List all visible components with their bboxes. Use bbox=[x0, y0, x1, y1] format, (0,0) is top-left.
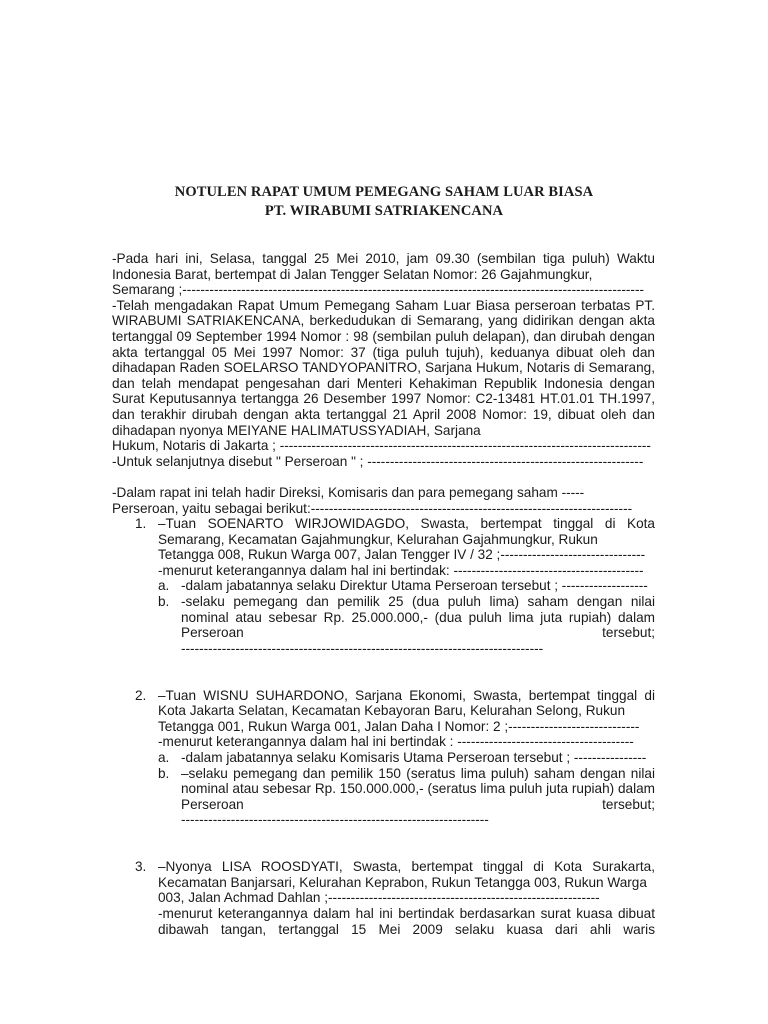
sub-item-text-end: -------------------------------------------------------------------------------- bbox=[181, 640, 544, 656]
sub-item-letter: b. bbox=[158, 765, 170, 781]
list-item-text: –Tuan SOENARTO WIRJOWIDAGDO, Swasta, bertempat tinggal di Kota Semarang, Kecamatan Gajahmungkur, Kelurahan Gajahmungkur, Rukun bbox=[158, 516, 655, 547]
list-item-text: –Nyonya LISA ROOSDYATI, Swasta, bertempat tinggal di Kota Surakarta, Kecamatan Banjarsari, Kelurahan Keprabon, Rukun Tetangga 003, Rukun Warga bbox=[158, 859, 655, 890]
list-item-text: –Tuan WISNU SUHARDONO, Sarjana Ekonomi, Swasta, bertempat tinggal di Kota Jakarta Selatan, Kecamatan Kebayoran Baru, Kelurahan Selong, Rukun bbox=[158, 687, 655, 719]
paragraph-gap bbox=[112, 469, 655, 485]
paragraph-gap bbox=[112, 844, 655, 860]
intro-paragraph-company-end: Hukum, Notaris di Jakarta ; ---------------------------------------------------------------------------------- bbox=[112, 438, 651, 454]
sub-item-letter: b. bbox=[158, 594, 170, 610]
list-item-text-end: Tetangga 001, Rukun Warga 001, Jalan Daha I Nomor: 2 ;----------------------------- bbox=[158, 718, 640, 734]
list-item-text-end: 003, Jalan Achmad Dahlan ;------------------------------------------------------------ bbox=[158, 890, 600, 906]
paragraph-gap bbox=[112, 656, 655, 672]
paragraph-gap bbox=[112, 828, 655, 844]
sub-item-text: -dalam jabatannya selaku Komisaris Utama Perseroan tersebut ; ---------------- bbox=[181, 750, 647, 765]
list-item-number: 3. bbox=[135, 859, 147, 875]
list-item bbox=[112, 859, 655, 937]
intro-paragraph-alias: -Untuk selanjutnya disebut " Perseroan " ; ------------------------------------------------------------- bbox=[112, 453, 644, 469]
intro-paragraph-date: -Pada hari ini, Selasa, tanggal 25 Mei 2010, jam 09.30 (sembilan tiga puluh) Waktu Indonesia Barat, bertempat di Jalan Tengger Selatan Nomor: 26 Gajahmungkur, bbox=[112, 251, 655, 282]
paragraph-gap bbox=[112, 672, 655, 688]
list-item-number: 2. bbox=[135, 687, 147, 703]
sub-item-text-end: -------------------------------------------------------------------- bbox=[181, 812, 489, 828]
list-item-capacity: -menurut keterangannya dalam hal ini bertindak berdasarkan surat kuasa dibuat dibawah tangan, tertanggal 15 Mei 2009 selaku kuasa dari ahli waris bbox=[158, 905, 655, 937]
list-item-capacity: -menurut keterangannya dalam hal ini bertindak: ------------------------------------------ bbox=[158, 562, 644, 578]
attendance-paragraph-end: Perseroan, yaitu sebagai berikut:----------------------------------------------------------------------- bbox=[112, 500, 633, 516]
list-item-capacity: -menurut keterangannya dalam hal ini bertindak : --------------------------------------- bbox=[158, 734, 634, 750]
sub-item bbox=[112, 594, 655, 656]
intro-paragraph-date-end: Semarang ;------------------------------------------------------------------------------------------------------ bbox=[112, 282, 645, 298]
sub-item-letter: a. bbox=[158, 750, 170, 765]
company-title: PT. WIRABUMI SATRIAKENCANA bbox=[264, 203, 504, 219]
attendance-paragraph: -Dalam rapat ini telah hadir Direksi, Komisaris dan para pemegang saham ----- bbox=[112, 484, 585, 500]
sub-item-text: –selaku pemegang dan pemilik 150 (seratus lima puluh) saham dengan nilai nominal atau sebesar Rp. 150.000.000,- (seratus lima puluh juta rupiah) dalam Perseroan tersebut; bbox=[181, 765, 655, 812]
sub-item bbox=[112, 766, 655, 828]
list-item bbox=[112, 688, 655, 750]
sub-item-text: -selaku pemegang dan pemilik 25 (dua puluh lima) saham dengan nilai nominal atau sebesar Rp. 25.000.000,- (dua puluh lima juta rupiah) dalam Perseroan tersebut; bbox=[181, 594, 655, 641]
document-title: NOTULEN RAPAT UMUM PEMEGANG SAHAM LUAR BIASA bbox=[174, 184, 594, 200]
sub-item bbox=[112, 578, 655, 594]
list-item-number: 1. bbox=[135, 516, 147, 532]
document-body bbox=[112, 251, 655, 937]
sub-item-letter: a. bbox=[158, 578, 170, 594]
sub-item-text: -dalam jabatannya selaku Direktur Utama Perseroan tersebut ; ------------------- bbox=[181, 578, 648, 594]
intro-paragraph-company: -Telah mengadakan Rapat Umum Pemegang Saham Luar Biasa perseroan terbatas PT. WIRABUMI SATRIAKENCANA, berkedudukan di Semarang, yang didirikan dengan akta tertanggal 09 September 1994 Nomor : 98 (sembilan puluh delapan), dan dirubah dengan akta tertanggal 05 Mei 1997 Nomor: 37 (tiga puluh tujuh), keduanya dibuat oleh dan dihadapan Raden SOELARSO TANDYOPANITRO, Sarjana Hukum, Notaris di Semarang, dan telah mendapat pengesahan dari Menteri Kehakiman Republik Indonesia dengan Surat Keputusannya tertangga 26 Desember 1997 Nomor: C2-13481 HT.01.01 TH.1997, dan terakhir dirubah dengan akta tertanggal 21 April 2008 Nomor: 19, dibuat oleh dan dihadapan nyonya MEIYANE HALIMATUSSYADIAH, Sarjana bbox=[112, 297, 655, 438]
list-item bbox=[112, 516, 655, 578]
list-item-text-end: Tetangga 008, Rukun Warga 007, Jalan Tengger IV / 32 ;-------------------------------- bbox=[158, 547, 646, 563]
sub-item bbox=[112, 750, 655, 766]
